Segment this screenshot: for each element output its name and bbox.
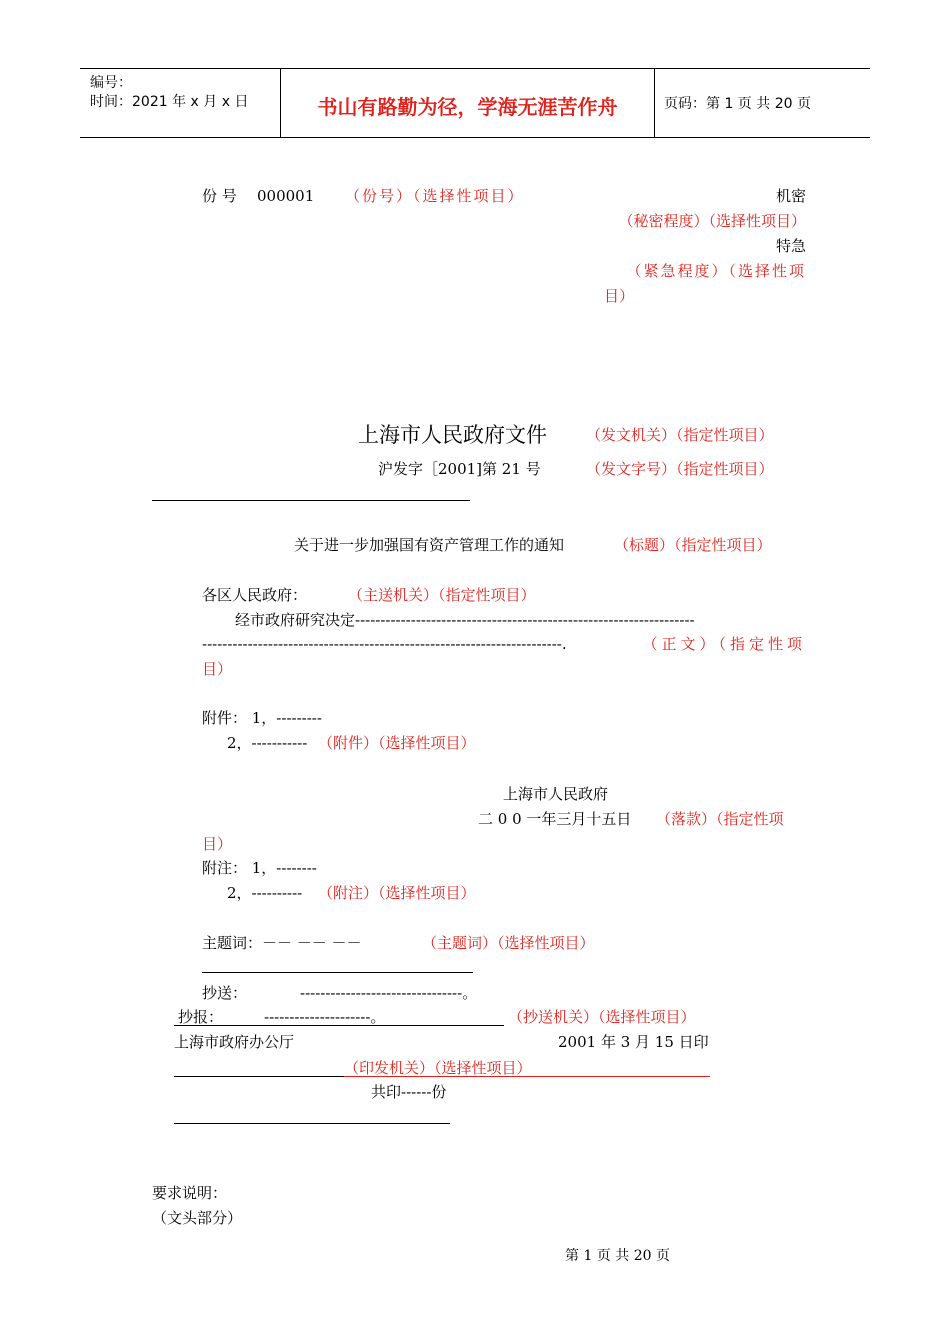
cc-report-label: 抄报： bbox=[178, 1008, 224, 1026]
issuer-title: 上海市人民政府文件 bbox=[358, 423, 547, 447]
body-note-line1: （正文）（指定性项 bbox=[642, 635, 806, 653]
header-left-cell bbox=[80, 69, 280, 137]
printer-org: 上海市政府办公厅 bbox=[174, 1033, 295, 1051]
doc-number: 沪发字［2001]第 21 号 bbox=[378, 460, 541, 478]
body-line1: 经市政府研究决定------------------------------------------------------------------- bbox=[235, 611, 695, 629]
urgency-label: 特急 bbox=[775, 237, 806, 255]
cc-report-value: ---------------------。 bbox=[264, 1008, 386, 1026]
attachment-line2: 2，----------- bbox=[227, 734, 308, 752]
remarks-line2: 2，---------- bbox=[227, 884, 303, 902]
urgency-note-line2: 目） bbox=[604, 287, 635, 305]
copy-number-label: 份 号 bbox=[202, 187, 237, 205]
printer-note: （印发机关）（选择性项目） bbox=[344, 1059, 532, 1077]
cc-rule bbox=[174, 1025, 504, 1026]
time-label: 时间：2021 年 x 月 x 日 bbox=[90, 94, 249, 110]
copies-rule bbox=[174, 1123, 450, 1124]
body-note-line2: 目） bbox=[202, 660, 233, 678]
attachment-note: （附件）（选择性项目） bbox=[318, 734, 476, 752]
requirements-subtitle: （文头部分） bbox=[152, 1209, 243, 1227]
signature-note-line1: （落款）（指定性项 bbox=[656, 810, 784, 828]
printer-rule-right bbox=[344, 1076, 710, 1077]
motto: 书山有路勤为径，学海无涯苦作舟 bbox=[317, 95, 618, 119]
signature-org: 上海市人民政府 bbox=[503, 785, 609, 803]
subject-note: （标题）（指定性项目） bbox=[614, 536, 772, 554]
recipient: 各区人民政府： bbox=[202, 586, 308, 604]
issuer-rule bbox=[152, 500, 470, 501]
page-label: 页码：第 1 页 共 20 页 bbox=[664, 96, 811, 112]
secret-label: 机密 bbox=[775, 187, 806, 205]
keywords-note: （主题词）（选择性项目） bbox=[422, 934, 595, 952]
number-label: 编号： bbox=[90, 75, 132, 91]
header-center-cell bbox=[280, 69, 655, 137]
signature-date: 二 0 0 一年三月十五日 bbox=[478, 810, 632, 828]
header-table bbox=[80, 68, 870, 138]
header-right-cell bbox=[654, 69, 870, 137]
secret-note: （秘密程度）（选择性项目） bbox=[618, 212, 806, 230]
cc-note: （抄送机关）（选择性项目） bbox=[508, 1008, 696, 1026]
signature-note-line2: 目） bbox=[202, 835, 233, 853]
print-copies: 共印------份 bbox=[371, 1083, 447, 1101]
keywords-rule bbox=[202, 972, 473, 973]
recipient-note: （主送机关）（指定性项目） bbox=[348, 586, 536, 604]
copy-number-note: （份号）（选择性项目） bbox=[345, 187, 525, 205]
urgency-note-line1: （紧急程度）（选择性项 bbox=[626, 262, 806, 280]
issuer-note: （发文机关）（指定性项目） bbox=[586, 426, 774, 444]
copy-number-value: 000001 bbox=[257, 187, 315, 205]
page-footer: 第 1 页 共 20 页 bbox=[565, 1248, 670, 1264]
printer-date: 2001 年 3 月 15 日印 bbox=[558, 1033, 709, 1051]
body-line2: -----------------------------------------------------------------------. bbox=[202, 635, 567, 653]
attachment-line1: 附件： 1，--------- bbox=[202, 709, 322, 727]
subject-title: 关于进一步加强国有资产管理工作的通知 bbox=[294, 536, 565, 554]
doc-number-note: （发文字号）（指定性项目） bbox=[586, 460, 774, 478]
remarks-note: （附注）（选择性项目） bbox=[318, 884, 476, 902]
remarks-line1: 附注： 1，-------- bbox=[202, 859, 317, 877]
keywords: 主题词：－－ －－ －－ bbox=[202, 934, 362, 952]
printer-rule-left bbox=[174, 1076, 344, 1077]
cc-to-value: --------------------------------。 bbox=[300, 984, 478, 1002]
cc-to-label: 抄送： bbox=[202, 984, 248, 1002]
requirements-title: 要求说明： bbox=[152, 1184, 228, 1202]
